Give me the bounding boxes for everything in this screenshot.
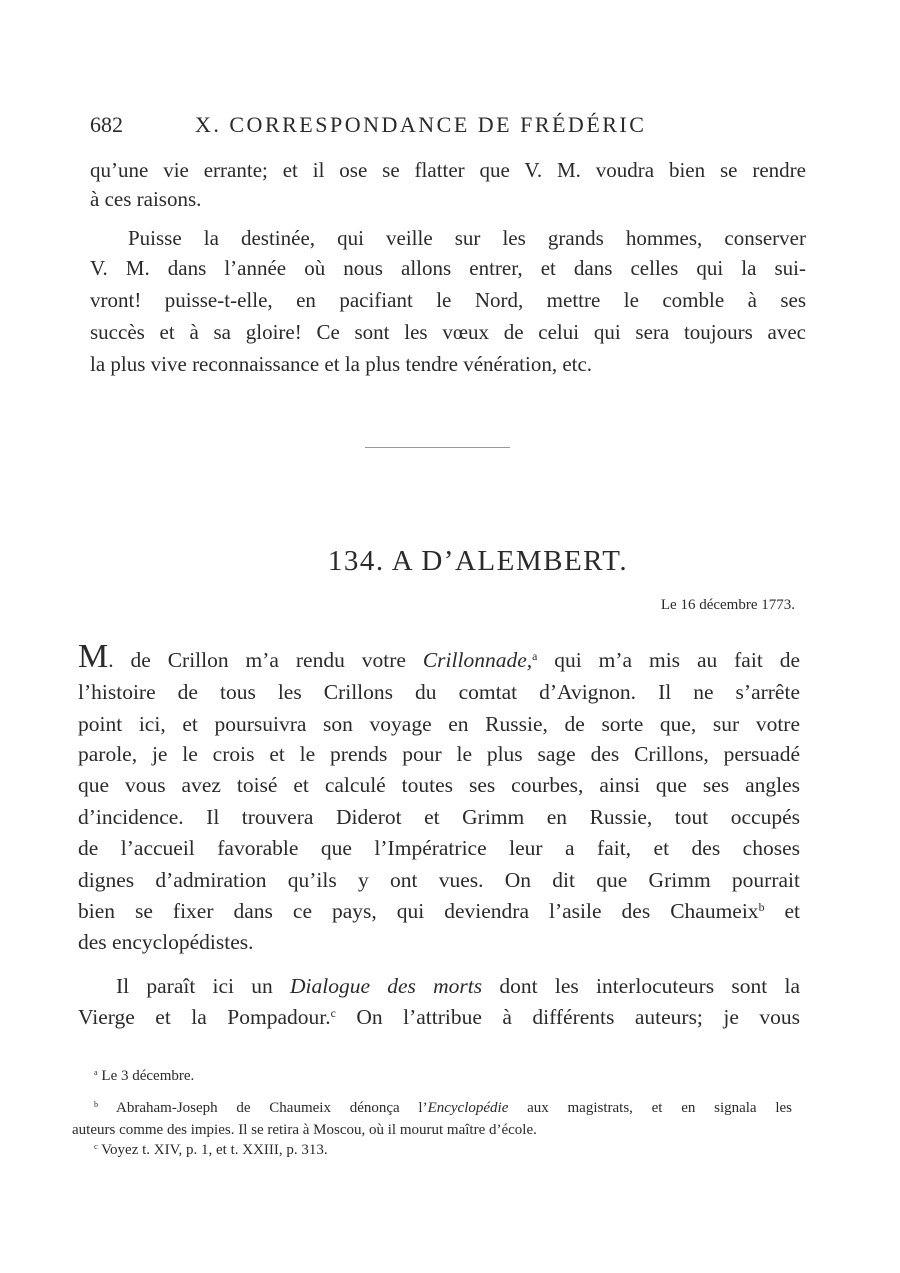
text: . de Crillon m’a rendu votre: [108, 648, 423, 672]
text: Vierge et la Pompadour.: [78, 1005, 331, 1029]
text-line: [78, 805, 800, 833]
text: Voyez t. XIV, p. 1, et t. XXIII, p. 313.: [97, 1142, 328, 1158]
text: succès et à sa gloire! Ce sont les vœux de celui qui sera toujours avec: [90, 320, 806, 344]
section-divider: [365, 447, 510, 448]
text: qui m’a mis au fait de: [537, 648, 800, 672]
text-line: [78, 868, 800, 896]
italic-text: Crillonnade,: [422, 648, 533, 672]
footnote-line: [94, 1100, 792, 1120]
text: point ici, et poursuivra son voyage en Russie, de sorte que, sur votre: [78, 712, 800, 736]
text-line: [78, 680, 800, 708]
text: auteurs comme des impies. Il se retira à Moscou, où il mourut maître d’école.: [72, 1122, 537, 1138]
letter-title: 134. A D’ALEMBERT.: [327, 545, 629, 577]
text: à ces raisons.: [90, 187, 202, 211]
text: dignes d’admiration qu’ils y ont vues. On dit que Grimm pourrait: [78, 868, 800, 892]
text-line: [128, 226, 806, 252]
footnote-marker: b: [94, 1100, 99, 1110]
letter-date: Le 16 décembre 1773.: [660, 597, 795, 613]
text-line: [116, 974, 800, 1002]
footnote-marker: c: [94, 1142, 98, 1152]
text: Il paraît ici un: [116, 974, 291, 998]
footnote-marker: a: [532, 648, 538, 663]
text: aux magistrats, et en signala les: [508, 1100, 792, 1116]
italic-text: Dialogue des morts: [290, 974, 483, 998]
footnote-line: [94, 1142, 792, 1162]
text: V. M. dans l’année où nous allons entrer, et dans celles qui la sui-: [90, 256, 806, 280]
text: de l’accueil favorable que l’Impératrice leur a fait, et des choses: [78, 836, 800, 860]
text-line: [78, 742, 800, 770]
text-line: [78, 773, 800, 801]
text: des encyclopédistes.: [78, 930, 254, 954]
text-line: [90, 352, 806, 378]
text: et: [764, 899, 800, 923]
text: dont les interlocuteurs sont la: [482, 974, 800, 998]
text-line: [78, 638, 800, 676]
footnote-line: [94, 1068, 792, 1088]
text-line: [90, 320, 806, 346]
text: la plus vive reconnaissance et la plus tendre vénération, etc.: [90, 352, 593, 376]
text: Puisse la destinée, qui veille sur les grands hommes, conserver: [128, 226, 806, 250]
text: parole, je le crois et le prends pour le plus sage des Crillons, persuadé: [78, 742, 800, 766]
italic-text: Encyclopédie: [427, 1100, 509, 1116]
text: d’incidence. Il trouvera Diderot et Grimm en Russie, tout occupés: [78, 805, 800, 829]
text: que vous avez toisé et calculé toutes ses courbes, ainsi que ses angles: [78, 773, 800, 797]
text: qu’une vie errante; et il ose se flatter que V. M. voudra bien se rendre: [90, 158, 806, 182]
text: Abraham-Joseph de Chaumeix dénonça l’: [98, 1100, 428, 1116]
footnote-marker: c: [330, 1005, 336, 1020]
text-line: [78, 930, 800, 958]
footnote-line: [72, 1122, 792, 1142]
running-title: X. CORRESPONDANCE DE FRÉDÉRIC: [195, 112, 647, 137]
text-line: [90, 256, 806, 282]
text-line: [90, 288, 806, 314]
footnote-marker: a: [94, 1068, 98, 1078]
text: On l’attribue à différents auteurs; je vous: [335, 1005, 800, 1029]
text: l’histoire de tous les Crillons du comtat d’Avignon. Il ne s’arrête: [78, 680, 800, 704]
text-line: [90, 187, 806, 213]
text-line: [78, 899, 800, 927]
footnote-marker: b: [758, 899, 765, 914]
text-line: [78, 1005, 800, 1033]
text-line: [90, 158, 806, 184]
text-line: [78, 836, 800, 864]
page-number: 682: [90, 112, 123, 137]
text-line: [78, 712, 800, 740]
text: vront! puisse-t-elle, en pacifiant le Nord, mettre le comble à ses: [90, 288, 806, 312]
text: bien se fixer dans ce pays, qui deviendra l’asile des Chaumeix: [78, 899, 759, 923]
text: Le 3 décembre.: [97, 1068, 195, 1084]
drop-cap: M: [78, 638, 109, 675]
